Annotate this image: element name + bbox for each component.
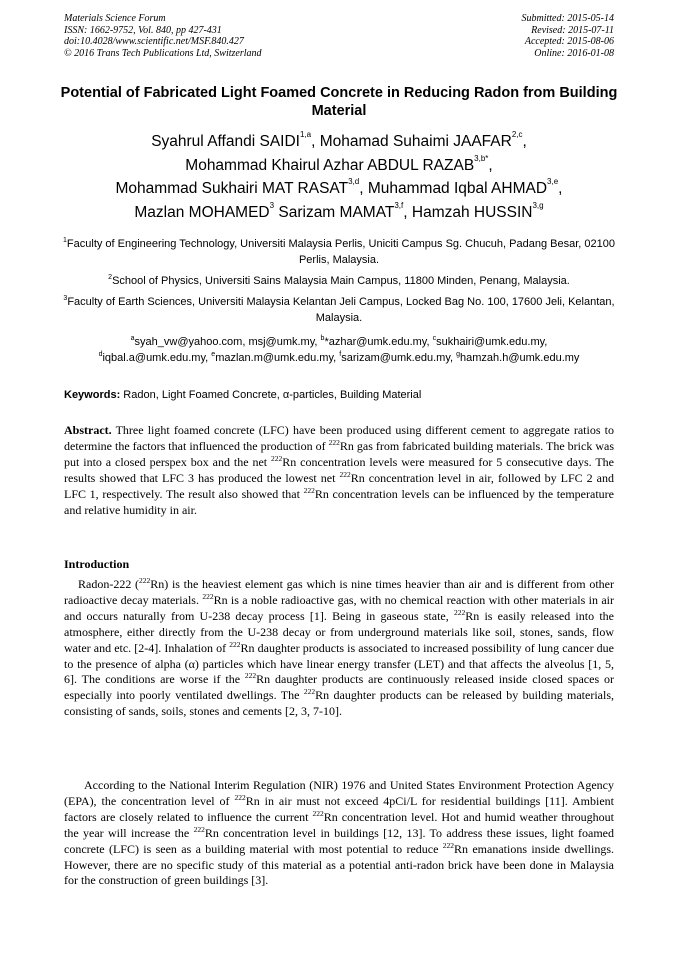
email-address: *azhar@umk.edu.my <box>324 336 427 348</box>
email-mark: f <box>339 350 342 358</box>
doi-line: doi:10.4028/www.scientific.net/MSF.840.427 <box>64 36 244 47</box>
affiliation-text: Faculty of Engineering Technology, Universiti Malaysia Perlis, Uniciti Campus Sg. Chucuh, Padang Besar, 02100 Perlis, Malaysia. <box>66 238 615 266</box>
author-line: Syahrul Affandi SAIDI$^{1,a}$, Mohamad Suhaimi JAAFAR$^{2,c}$, <box>151 130 527 150</box>
journal-name: Materials Science Forum <box>64 13 166 24</box>
online-date: Online: 2016-01-08 <box>534 47 614 59</box>
author-affiliation-mark: 3,e <box>547 177 559 186</box>
author-name: Mazlan MOHAMED <box>134 203 270 221</box>
email-mark: e <box>211 350 216 358</box>
affiliation-3 <box>60 294 618 326</box>
author-line: Mazlan MOHAMED$^3$ Sarizam MAMAT$^{3,f}$, Hamzah HUSSIN$^{3,g}$ <box>134 200 544 221</box>
issn-line: ISSN: 1662-9752, Vol. 840, pp 427-431 <box>64 24 222 36</box>
author-name: Syahrul Affandi SAIDI <box>151 133 300 150</box>
author-name: Mohammad Sukhairi MAT RASAT <box>115 180 349 197</box>
affiliation-mark: 3 <box>63 295 68 302</box>
email-address: syah_vw@yahoo.com <box>134 336 243 348</box>
affiliation-2 <box>60 273 618 289</box>
affiliation-text: Faculty of Earth Sciences, Universiti Malaysia Kelantan Jeli Campus, Locked Bag No. 100, 17600 Jeli, Kelantan, Malaysia. <box>67 296 615 324</box>
email-list <box>50 335 628 366</box>
author-affiliation-mark: 3,b* <box>474 153 489 163</box>
submitted-date: Submitted: 2015-05-14 <box>521 13 614 24</box>
email-address: iqbal.a@umk.edu.my <box>102 351 206 364</box>
revised-date: Revised: 2015-07-11 <box>531 24 614 36</box>
email-address: hamzah.h@umk.edu.my <box>460 351 580 364</box>
affiliation-1 <box>60 236 618 268</box>
journal-header-right <box>522 13 615 59</box>
email-address: sarizam@umk.edu.my <box>341 351 450 364</box>
author-line: Mohammad Khairul Azhar ABDUL $RAZAB^{3,b*}$, <box>185 153 493 174</box>
author-affiliation-mark: 3,d <box>348 177 360 186</box>
author-name: Mohamad Suhaimi JAAFAR <box>319 133 512 150</box>
author-name: Mohammad Khairul Azhar ABDUL RAZAB <box>185 156 475 174</box>
abstract-label: Abstract. <box>64 423 112 437</box>
email-address: sukhairi@umk.edu.my <box>436 336 545 348</box>
intro-paragraph-2: According to the National Interim Regulation (NIR) 1976 and United States Environment Protection Agency (EPA), the concentration level of $^{222}$Rn in air must not exceed 4pCi/L for residential buildings [11]. Ambient factors are closely related to influence the current $^{222}$Rn concentration level. Hot and humid weather throughout the year will increase the $^{222}$Rn concentration level in buildings [12, 13]. To address these issues, light foamed concrete (LFC) is seen as a building material with most potential to reduce $^{222}$Rn emanations inside dwellings. However, there are no specific study of this material as a potential anti-radon brick have been done in Malaysia for the construction of green buildings [3]. <box>64 778 614 888</box>
keywords-text: Radon, Light Foamed Concrete, α-particles, Building Material <box>120 389 422 401</box>
affiliation-mark: 1 <box>63 237 67 244</box>
email-address: msj@umk.my <box>248 336 315 348</box>
author-name: Muhammad Iqbal AHMAD <box>367 180 548 197</box>
email-mark: c <box>432 335 437 342</box>
email-line: $^a$syah_vw@yahoo.com, msj@umk.my, $^b$*azhar@umk.edu.my, $^c$sukhairi@umk.edu.my, <box>130 335 548 348</box>
email-mark: a <box>130 335 135 342</box>
email-mark: b <box>320 335 325 342</box>
journal-header-left <box>64 13 262 59</box>
author-affiliation-mark: 3,f <box>394 200 404 210</box>
author-affiliation-mark: 2,c <box>511 130 523 139</box>
keywords <box>64 388 614 402</box>
author-list <box>40 130 638 224</box>
keywords-label: Keywords: <box>64 389 121 401</box>
email-address: mazlan.m@umk.edu.my <box>215 351 334 364</box>
accepted-date: Accepted: 2015-08-06 <box>524 36 614 47</box>
affiliation-mark: 2 <box>108 274 113 281</box>
author-name: Hamzah HUSSIN <box>411 203 533 221</box>
author-name: Sarizam MAMAT <box>278 203 395 221</box>
author-affiliation-mark: 3 <box>269 200 275 210</box>
intro-paragraph-1: Radon-222 ($^{222}$Rn) is the heaviest element gas which is nine times heavier than air and is different from other radioactive decay materials. $^{222}$Rn is a noble radioactive gas, with no chemical reaction with other materials in air and occurs naturally from U-238 decay process [1]. Being in gaseous state, $^{222}$Rn is easily released into the atmosphere, either directly from the U-238 decay or from underground materials like soil, stones, sands, flow water and etc. [2-4]. Inhalation of $^{222}$Rn daughter products is associated to increased possibility of lung cancer due to the presence of alpha (α) particles which have linear energy transfer (LET) and that affects the alveolus [1, 5, 6]. The conditions are worse if the $^{222}$Rn daughter products are continuously released inside closed spaces or especially into poorly ventilated dwellings. The $^{222}$Rn daughter products can be released by building materials, consisting of sands, soils, stones and cements [2, 3, 7-10]. <box>64 576 614 719</box>
author-affiliation-mark: 1,a <box>299 130 312 139</box>
author-line: Mohammad Sukhairi MAT RASAT$^{3,d}$, Muhammad Iqbal AHMAD$^{3,e}$, <box>115 177 563 197</box>
abstract: Abstract. Three light foamed concrete (LFC) have been produced using different cement to aggregate ratios to determine the factors that influenced the production of $^{222}$Rn gas from fabricated building materials. The brick was put into a closed perspex box and the net $^{222}$Rn concentration levels were measured for 5 consecutive days. The results showed that LFC 3 has produced the lowest net $^{222}$Rn concentration level in air, followed by LFC 2 and LFC 1, respectively. The result also showed that $^{222}$Rn concentration levels can be influenced by the temperature and relative humidity in air. <box>64 423 614 517</box>
email-mark: d <box>98 350 103 358</box>
paper-title: Potential of Fabricated Light Foamed Concrete in Reducing Radon from Building Material <box>60 85 618 119</box>
affiliation-text: School of Physics, Universiti Sains Malaysia Main Campus, 11800 Minden, Penang, Malaysia. <box>112 275 570 287</box>
email-line: $^d$iqbal.a@umk.edu.my, $^e$mazlan.m@umk.edu.my, $^f$sarizam@umk.edu.my, $^g$hamzah.h@umk.edu.my <box>98 350 580 364</box>
email-mark: g <box>456 350 461 358</box>
author-affiliation-mark: 3,g <box>532 200 544 210</box>
section-heading-introduction: Introduction <box>64 557 130 571</box>
copyright-line: © 2016 Trans Tech Publications Ltd, Switzerland <box>64 47 262 59</box>
